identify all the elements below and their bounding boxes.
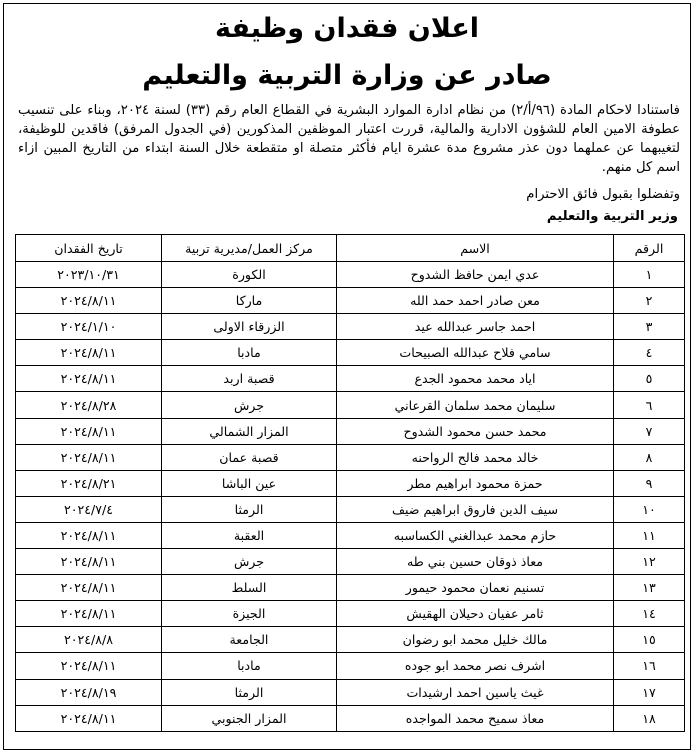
cell-directorate: قصبة اربد — [162, 366, 337, 392]
cell-date: ٢٠٢٤/٨/١١ — [16, 288, 162, 314]
cell-number: ٦ — [614, 392, 685, 418]
announcement-page — [3, 3, 691, 750]
table-row — [16, 549, 685, 575]
signature-line: وزير التربية والتعليم — [546, 209, 678, 224]
closing-line: وتفضلوا بقبول فائق الاحترام — [526, 187, 680, 202]
cell-directorate: الكورة — [162, 262, 337, 288]
cell-name: مالك خليل محمد ابو رضوان — [337, 627, 614, 653]
cell-number: ٨ — [614, 444, 685, 470]
cell-name: سامي فلاح عبدالله الصبيحات — [337, 340, 614, 366]
cell-directorate: مادبا — [162, 340, 337, 366]
cell-name: اياد محمد محمود الجدع — [337, 366, 614, 392]
announcement-body — [18, 101, 680, 177]
cell-date: ٢٠٢٤/٧/٤ — [16, 496, 162, 522]
cell-directorate: الرمثا — [162, 496, 337, 522]
cell-directorate: الجامعة — [162, 627, 337, 653]
cell-date: ٢٠٢٤/٨/١١ — [16, 653, 162, 679]
cell-directorate: مادبا — [162, 653, 337, 679]
cell-name: اشرف نصر محمد ابو جوده — [337, 653, 614, 679]
table-row — [16, 496, 685, 522]
cell-number: ١ — [614, 262, 685, 288]
cell-number: ١٥ — [614, 627, 685, 653]
cell-date: ٢٠٢٤/٨/١١ — [16, 601, 162, 627]
cell-name: محمد حسن محمود الشدوح — [337, 418, 614, 444]
announcement-title: اعلان فقدان وظيفة — [214, 13, 480, 44]
cell-name: احمد جاسر عبدالله عيد — [337, 314, 614, 340]
table-row — [16, 444, 685, 470]
header-number: الرقم — [614, 235, 685, 262]
cell-number: ٢ — [614, 288, 685, 314]
cell-number: ١٧ — [614, 679, 685, 705]
cell-date: ٢٠٢٤/٨/١١ — [16, 705, 162, 731]
cell-date: ٢٠٢٣/١٠/٣١ — [16, 262, 162, 288]
cell-date: ٢٠٢٤/٨/٢١ — [16, 470, 162, 496]
cell-name: تسنيم نعمان محمود حيمور — [337, 575, 614, 601]
announcement-subtitle: صادر عن وزارة التربية والتعليم — [142, 60, 552, 91]
table-body — [16, 262, 685, 732]
table-row — [16, 470, 685, 496]
table-row — [16, 653, 685, 679]
table-row — [16, 627, 685, 653]
cell-name: معن صادر احمد حمد الله — [337, 288, 614, 314]
cell-date: ٢٠٢٤/٨/١٩ — [16, 679, 162, 705]
cell-directorate: السلط — [162, 575, 337, 601]
cell-directorate: العقبة — [162, 522, 337, 548]
cell-directorate: عين الباشا — [162, 470, 337, 496]
cell-directorate: الجيزة — [162, 601, 337, 627]
cell-directorate: جرش — [162, 392, 337, 418]
cell-directorate: قصبة عمان — [162, 444, 337, 470]
cell-number: ١٤ — [614, 601, 685, 627]
body-paragraph: فاستنادا لاحكام المادة (٩٦/أ/٢) من نظام ادارة الموارد البشرية في القطاع العام رقم (٣٣) لسنة ٢٠٢٤، وبناء على تنسيب عطوفة الامين العام للشؤون الادارية والمالية، قررت اعتبار الموظفين المذكورين (في الجدول المرفق) فاقدين للوظيفة، لتغيبهما عن عملهما دون عذر مشروع مدة عشرة ايام فأكثر متصلة او متقطعة خلال السنة ابتداء من التاريخ المبين ازاء اسم كل منهم. — [18, 103, 680, 175]
cell-number: ١٠ — [614, 496, 685, 522]
cell-date: ٢٠٢٤/٨/١١ — [16, 575, 162, 601]
header-name: الاسم — [337, 235, 614, 262]
cell-name: حازم محمد عبدالغني الكساسبه — [337, 522, 614, 548]
cell-number: ١١ — [614, 522, 685, 548]
table-row — [16, 522, 685, 548]
table-row — [16, 262, 685, 288]
table-row — [16, 705, 685, 731]
cell-name: سليمان محمد سلمان القرعاني — [337, 392, 614, 418]
cell-name: عدي ايمن حافظ الشدوح — [337, 262, 614, 288]
table-row — [16, 601, 685, 627]
header-date: تاريخ الفقدان — [16, 235, 162, 262]
cell-date: ٢٠٢٤/٨/٨ — [16, 627, 162, 653]
cell-number: ٣ — [614, 314, 685, 340]
cell-directorate: المزار الشمالي — [162, 418, 337, 444]
cell-number: ١٢ — [614, 549, 685, 575]
cell-number: ١٣ — [614, 575, 685, 601]
cell-directorate: المزار الجنوبي — [162, 705, 337, 731]
cell-name: خالد محمد فالح الرواحنه — [337, 444, 614, 470]
cell-name: سيف الدين فاروق ابراهيم ضيف — [337, 496, 614, 522]
cell-date: ٢٠٢٤/٨/١١ — [16, 549, 162, 575]
cell-name: معاذ سميح محمد المواجده — [337, 705, 614, 731]
cell-number: ١٦ — [614, 653, 685, 679]
cell-date: ٢٠٢٤/٨/١١ — [16, 522, 162, 548]
cell-directorate: الزرقاء الاولى — [162, 314, 337, 340]
table-row — [16, 340, 685, 366]
cell-date: ٢٠٢٤/١/١٠ — [16, 314, 162, 340]
cell-name: معاذ ذوقان حسين بني طه — [337, 549, 614, 575]
cell-date: ٢٠٢٤/٨/١١ — [16, 366, 162, 392]
cell-number: ١٨ — [614, 705, 685, 731]
cell-date: ٢٠٢٤/٨/٢٨ — [16, 392, 162, 418]
cell-number: ٥ — [614, 366, 685, 392]
cell-directorate: جرش — [162, 549, 337, 575]
cell-date: ٢٠٢٤/٨/١١ — [16, 418, 162, 444]
table-row — [16, 418, 685, 444]
table-row — [16, 314, 685, 340]
cell-directorate: الرمثا — [162, 679, 337, 705]
cell-name: ثامر عفيان دحيلان الهقيش — [337, 601, 614, 627]
cell-number: ٩ — [614, 470, 685, 496]
cell-directorate: ماركا — [162, 288, 337, 314]
table-row — [16, 392, 685, 418]
table-row — [16, 288, 685, 314]
table-row — [16, 575, 685, 601]
cell-name: غيث ياسين احمد ارشيدات — [337, 679, 614, 705]
staff-table — [15, 234, 685, 732]
cell-date: ٢٠٢٤/٨/١١ — [16, 444, 162, 470]
cell-number: ٧ — [614, 418, 685, 444]
table-header-row — [16, 235, 685, 262]
cell-name: حمزة محمود ابراهيم مطر — [337, 470, 614, 496]
cell-number: ٤ — [614, 340, 685, 366]
cell-date: ٢٠٢٤/٨/١١ — [16, 340, 162, 366]
header-directorate: مركز العمل/مديرية تربية — [162, 235, 337, 262]
table-row — [16, 679, 685, 705]
table-row — [16, 366, 685, 392]
